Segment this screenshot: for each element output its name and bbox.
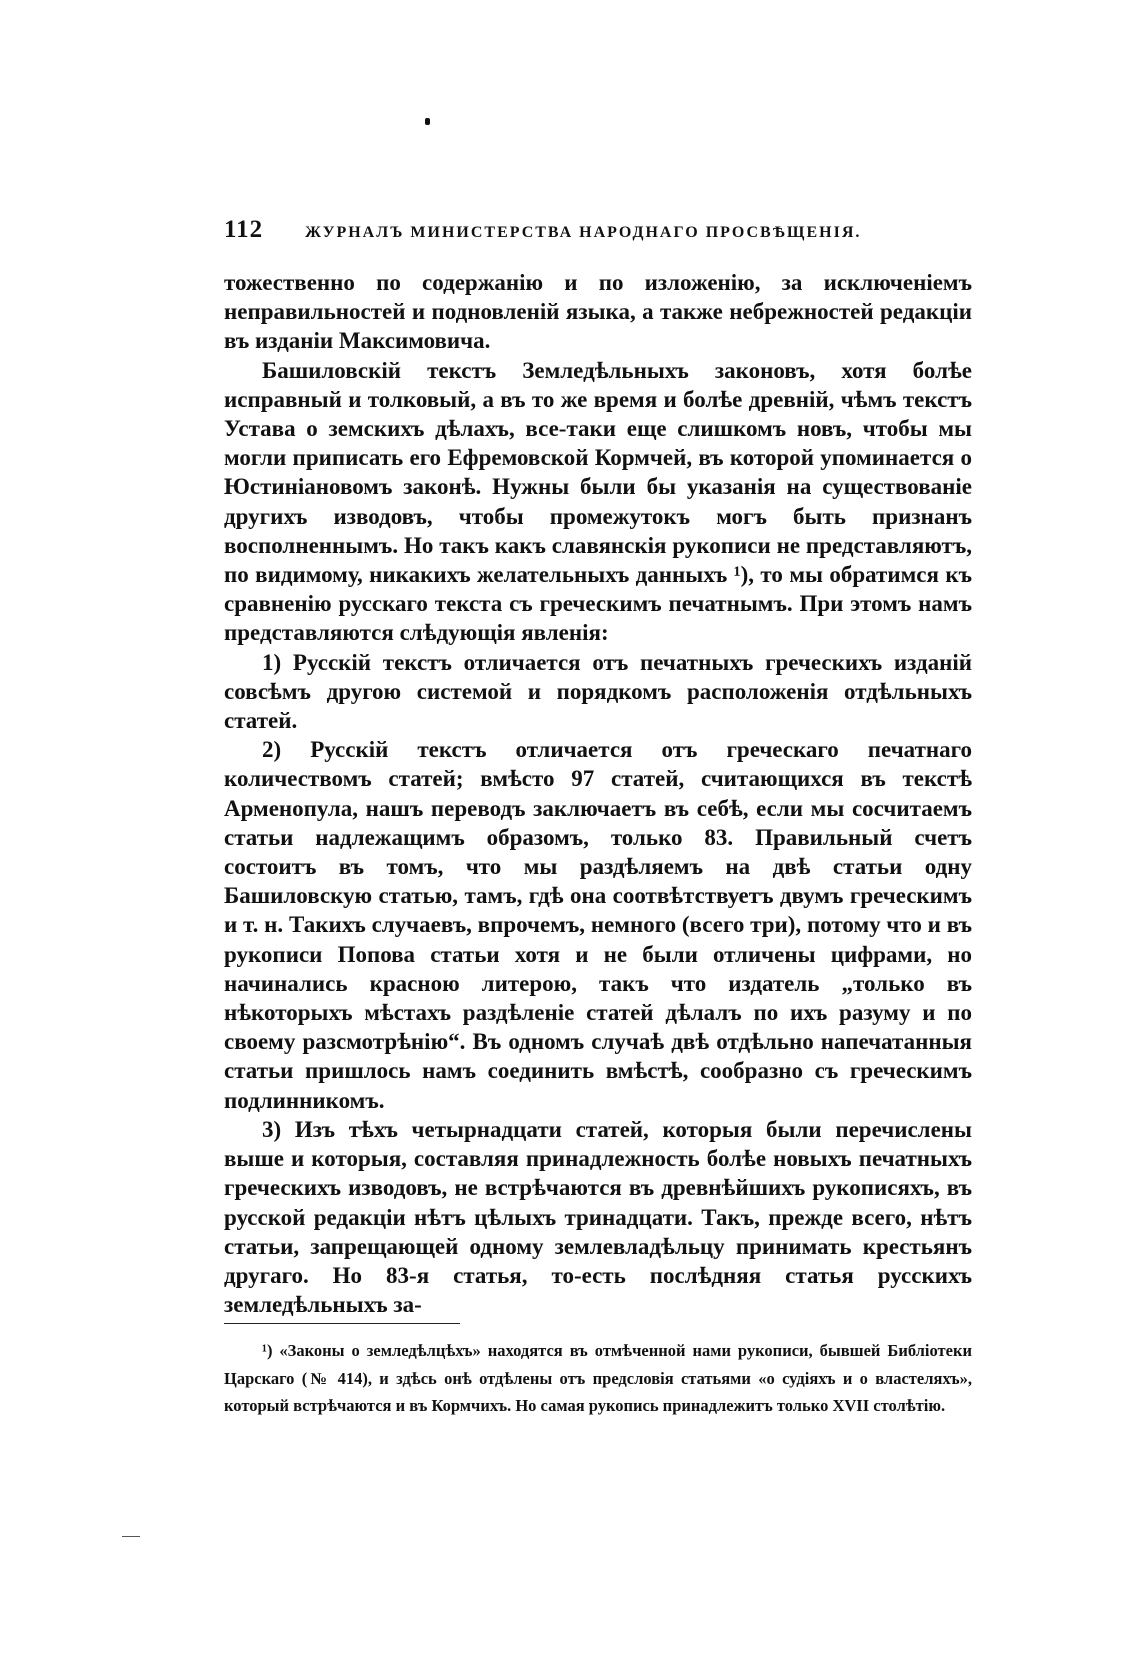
running-title: ЖУРНАЛЪ МИНИСТЕРСТВА НАРОДНАГО ПРОСВѢЩЕНІЯ. — [305, 224, 862, 241]
page-number: 112 — [224, 216, 264, 243]
paragraph-bashilov-text: Башиловскій текстъ Земледѣльныхъ законовъ, хотя болѣе исправный и толковый, а въ то же время и болѣе древній, чѣмъ текстъ Устава о земскихъ дѣлахъ, все-таки еще слишкомъ новъ, чтобы мы могли приписать его Ефремовской Кормчей, въ которой упоминается о Юстиніановомъ законѣ. Нужны были бы указанія на существованіе другихъ изводовъ, чтобы промежутокъ могъ быть признанъ восполненнымъ. Но такъ какъ славянскія рукописи не представляютъ, по видимому, никакихъ желательныхъ данныхъ ¹), то мы обратимся къ сравненію русскаго текста съ греческимъ печатнымъ. При этомъ намъ представляются слѣдующія явленія: — [224, 357, 972, 646]
ink-dot — [425, 118, 430, 125]
footnote: ¹) «Законы о земледѣлцѣхъ» находятся въ отмѣченной нами рукописи, бывшей Библіотеки Царскаго (№ 414), и здѣсь онѣ отдѣлены отъ предсловія статьями «о судіяхъ и о властеляхъ», который встрѣчаются и въ Кормчихъ. Но самая рукопись принадлежитъ только XVII столѣтію. — [224, 1341, 972, 1415]
paragraph-point-1: 1) Русскій текстъ отличается отъ печатныхъ греческихъ изданій совсѣмъ другою системой и порядкомъ расположенія отдѣльныхъ статей. — [224, 649, 972, 734]
paragraph-point-3: 3) Изъ тѣхъ четырнадцати статей, которыя были перечислены выше и которыя, составляя принадлежность болѣе новыхъ печатныхъ греческихъ изводовъ, не встрѣчаются въ древнѣйшихъ рукописяхъ, въ русской редакціи нѣтъ цѣлыхъ тринадцати. Такъ, прежде всего, нѣтъ статьи, запрещающей одному землевладѣльцу принимать крестьянъ другаго. Но 83-я статья, то-есть послѣдняя статья русскихъ земледѣльныхъ за- — [224, 1116, 972, 1318]
footnote-rule — [224, 1323, 460, 1324]
margin-mark — [122, 1536, 140, 1537]
paragraph-point-2: 2) Русскій текстъ отличается отъ греческаго печатнаго количествомъ статей; вмѣсто 97 статей, считающихся въ текстѣ Арменопула, нашъ переводъ заключаетъ въ себѣ, если мы сосчитаемъ статьи надлежащимъ образомъ, только 83. Правильный счетъ состоитъ въ томъ, что мы раздѣляемъ на двѣ статьи одну Башиловскую статью, тамъ, гдѣ она соотвѣтствуетъ двумъ греческимъ и т. н. Такихъ случаевъ, впрочемъ, немного (всего три), потому что и въ рукописи Попова статьи хотя и не были отличены цифрами, но начинались красною литерою, такъ что издатель „только въ нѣкоторыхъ мѣстахъ раздѣленіе статей дѣлалъ по ихъ разуму и по своему разсмотрѣнію“. Въ одномъ случаѣ двѣ отдѣльно напечатанныя статьи пришлось намъ соединить вмѣстѣ, сообразно съ греческимъ подлинникомъ. — [224, 737, 972, 1113]
body-text — [224, 268, 972, 1319]
paragraph-continuation: тожественно по содержанію и по изложенію, за исключеніемъ неправильностей и подновленій языка, а также небрежностей редакціи въ изданіи Максимовича. — [224, 270, 972, 354]
page-header — [224, 216, 884, 250]
